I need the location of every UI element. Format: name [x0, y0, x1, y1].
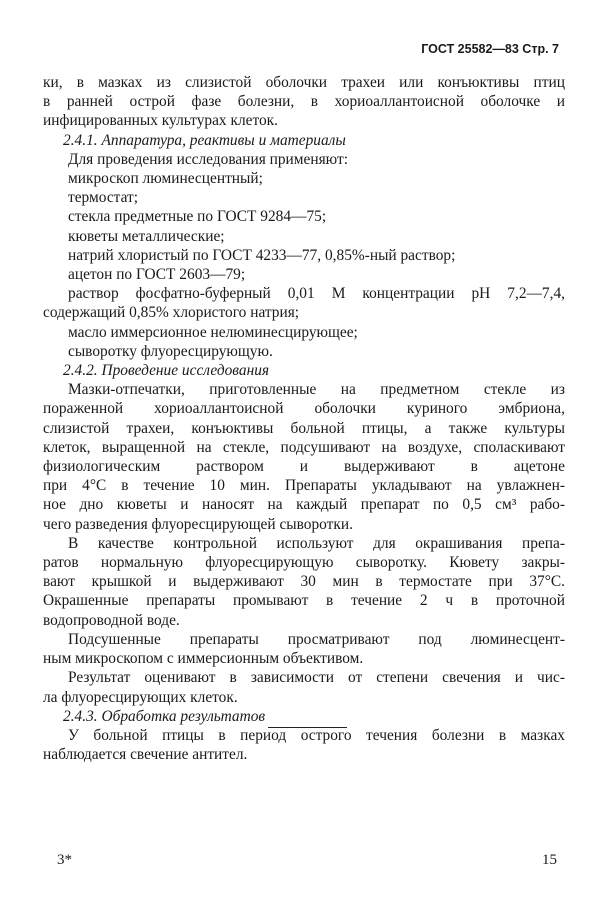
- final-paragraph: [43, 726, 565, 764]
- list-item: сыворотку флуоресцирующую.: [68, 342, 273, 360]
- intro-paragraph: [43, 73, 565, 131]
- text-line: наблюдается свечение антител.: [43, 746, 248, 764]
- section-divider: [268, 727, 347, 728]
- text-line: ное дно кюветы и наносят на каждый препарат по 0,5 см³ рабо-: [43, 496, 565, 514]
- text-line: У больной птицы в период острого течения болезни в мазках: [68, 726, 565, 744]
- text-line: В качестве контрольной используют для окрашивания препа-: [68, 534, 565, 552]
- text-line: чего разведения флуоресцирующей сыворотки.: [43, 515, 353, 533]
- text-line: ла флуоресцирующих клеток.: [43, 688, 238, 706]
- page-header: ГОСТ 25582—83 Стр. 7: [421, 42, 559, 56]
- text-line: Окрашенные препараты промывают в течение 2 ч в проточной: [43, 592, 565, 610]
- section-2-4-3-title: 2.4.3. Обработка результатов: [63, 707, 266, 725]
- text-line: водопроводной воде.: [43, 611, 180, 629]
- text-line: при 4°С в течение 10 мин. Препараты укладывают на увлажнен-: [43, 477, 565, 495]
- text-line: физиологическим раствором и выдерживают в ацетоне: [43, 458, 565, 476]
- text-line: ки, в мазках из слизистой оболочки трахеи или конъюктивы птиц: [43, 74, 565, 91]
- text-line: Подсушенные препараты просматривают под люминесцент-: [68, 630, 565, 648]
- dried-paragraph: [43, 630, 565, 668]
- page-number: 15: [542, 852, 557, 868]
- control-paragraph: [43, 534, 565, 630]
- list-item: ацетон по ГОСТ 2603—79;: [68, 266, 246, 284]
- text-line: слизистой трахеи, конъюктивы больной птицы, а также культуры: [43, 419, 565, 437]
- text-line: вают крышкой и выдерживают 30 мин в термостате при 37°С.: [43, 573, 565, 591]
- list-item: раствор фосфатно-буферный 0,01 М концентрации рН 7,2—7,4,: [68, 285, 565, 303]
- list-item: стекла предметные по ГОСТ 9284—75;: [68, 208, 327, 226]
- text-line: ратов нормальную флуоресцирующую сыворотку. Кювету закры-: [43, 554, 565, 572]
- smears-paragraph: [43, 380, 565, 534]
- text-line: клеток, выращенной на стекле, подсушивают на воздухе, споласкивают: [43, 438, 565, 456]
- list-item: кюветы металлические;: [68, 227, 225, 245]
- section-2-4-2-title: 2.4.2. Проведение исследования: [63, 362, 270, 380]
- list-item: микроскоп люминесцентный;: [68, 170, 263, 188]
- list-item: масло иммерсионное нелюминесцирующее;: [68, 323, 358, 341]
- equipment-list: [43, 150, 565, 361]
- list-item: содержащий 0,85% хлористого натрия;: [43, 304, 300, 322]
- signature-mark: 3*: [57, 852, 72, 868]
- section-2-4-1-title: 2.4.1. Аппаратура, реактивы и материалы: [63, 131, 346, 149]
- text-line: в ранней острой фазе болезни, в хориоаллантоисной оболочке и: [43, 93, 565, 111]
- text-line: Результат оценивают в зависимости от степени свечения и чис-: [68, 669, 565, 687]
- result-paragraph: [43, 668, 565, 706]
- text-line: Мазки-отпечатки, приготовленные на предметном стекле из: [68, 381, 565, 399]
- document-body: [43, 73, 565, 764]
- list-item: натрий хлористый по ГОСТ 4233—77, 0,85%-ный раствор;: [68, 246, 456, 264]
- text-line: пораженной хориоаллантоисной оболочки куриного эмбриона,: [43, 400, 565, 418]
- text-line: ным микроскопом с иммерсионным объективом.: [43, 650, 364, 668]
- list-item: Для проведения исследования применяют:: [68, 150, 348, 168]
- list-item: термостат;: [68, 189, 139, 207]
- text-line: инфицированных культурах клеток.: [43, 112, 279, 130]
